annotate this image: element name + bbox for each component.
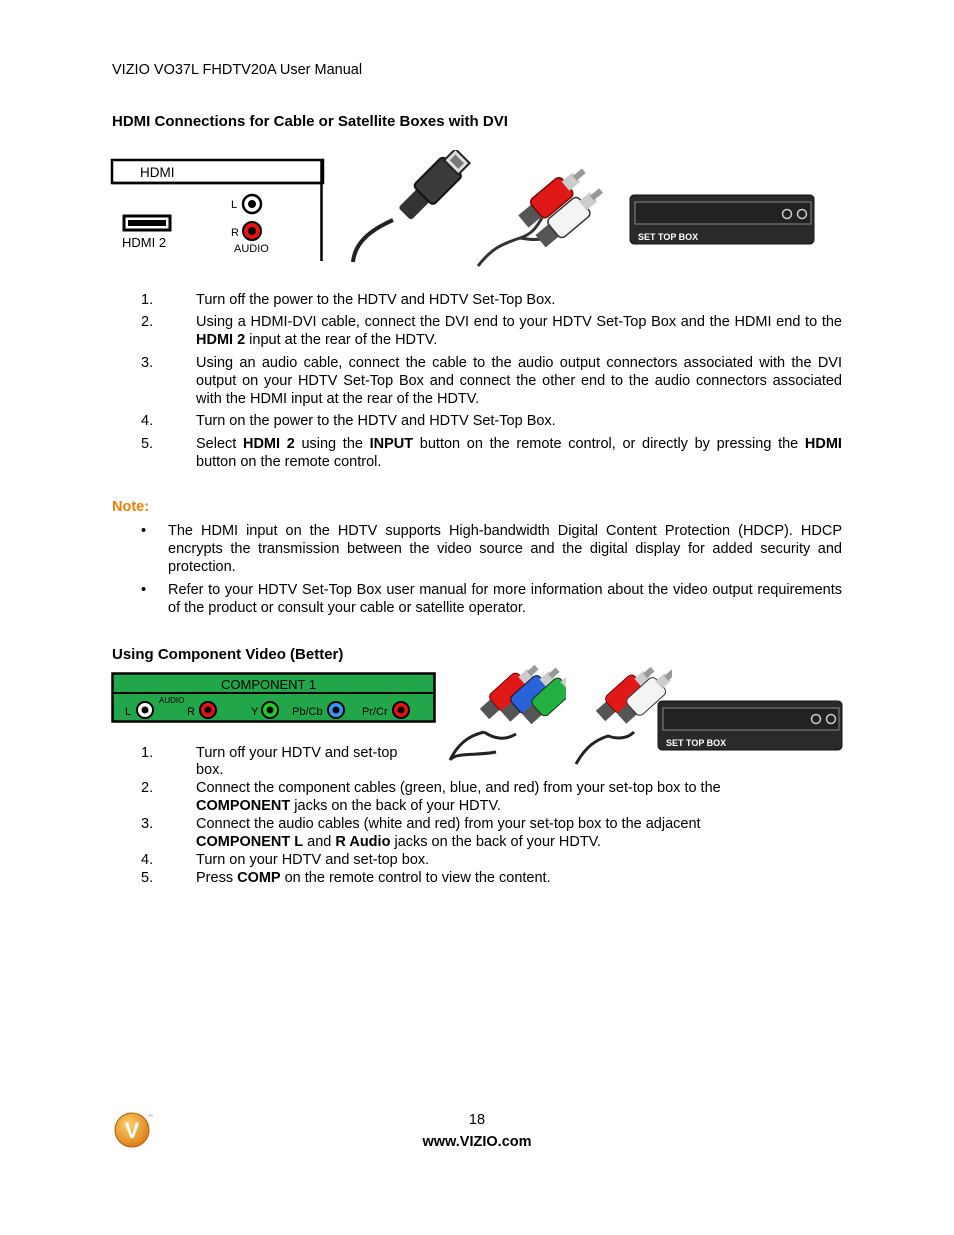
audio-panel-label: AUDIO — [234, 243, 269, 255]
list-item: 3. Connect the audio cables (white and red) from your set-top box to the adjacent COMPONENT L and R Audio jacks on the back of your HDTV. — [141, 816, 701, 850]
component-pb-label: Pb/Cb — [292, 706, 323, 718]
page-number: 18 — [468, 1112, 486, 1128]
list-item: 4. Turn on your HDTV and set-top box. — [141, 852, 430, 868]
note-label: Note: — [112, 499, 150, 515]
component-y-label: Y — [251, 706, 259, 718]
list-item: 5. Press COMP on the remote control to view the content. — [141, 870, 551, 886]
audio-r-jack-icon — [243, 222, 261, 240]
audio-l-jack-icon — [243, 195, 261, 213]
list-item: 2. Connect the component cables (green, blue, and red) from your set-top box to the COMPONENT jacks on the back of your HDTV. — [141, 780, 721, 814]
component-r-jack-icon — [200, 702, 216, 718]
component-l-jack-icon — [137, 702, 153, 718]
list-item: • The HDMI input on the HDTV supports High-bandwidth Digital Content Protection (HDCP). HDCP encrypts the transmission between the video source and the digital display for added security and protection. — [141, 523, 842, 575]
component-rear-panel-illustration — [111, 672, 437, 724]
hdmi-panel-title: HDMI — [140, 165, 175, 180]
audio-r-label: R — [231, 227, 239, 239]
hdmi-cable-icon — [345, 150, 475, 268]
list-item: • Refer to your HDTV Set-Top Box user manual for more information about the video output requirements of the product or consult your cable or satellite operator. — [141, 582, 842, 616]
logo-trademark: ™ — [148, 1114, 153, 1120]
section-heading-component: Using Component Video (Better) — [112, 646, 344, 663]
section-heading-hdmi: HDMI Connections for Cable or Satellite Boxes with DVI — [112, 113, 508, 130]
hdmi-rear-panel-illustration — [110, 158, 326, 262]
list-item: 4. Turn on the power to the HDTV and HDTV Set-Top Box. — [141, 413, 556, 429]
component-audio-label: AUDIO — [159, 696, 185, 705]
hdmi-port-label: HDMI 2 — [122, 235, 167, 250]
component-pb-jack-icon — [328, 702, 344, 718]
audio-l-label: L — [231, 199, 238, 211]
note-bullets — [112, 522, 842, 617]
logo-letter: V — [124, 1118, 140, 1143]
document-header: VIZIO VO37L FHDTV20A User Manual — [112, 62, 363, 78]
list-item: 1. Turn off the power to the HDTV and HDTV Set-Top Box. — [141, 292, 556, 308]
list-item: 1. Turn off your HDTV and set-top box. — [141, 745, 398, 778]
component-steps-list — [112, 745, 842, 887]
component-l-label: L — [125, 706, 132, 718]
set-top-box-illustration — [629, 194, 815, 246]
set-top-box-label-2: SET TOP BOX — [666, 738, 727, 748]
component-r-label: R — [187, 706, 195, 718]
list-item: 3. Using an audio cable, connect the cable to the audio output connectors associated with the DVI output on your HDTV Set-Top Box and connect the other end to the audio connectors associated with the HDMI input at the rear of the HDTV. — [141, 355, 842, 407]
hdmi-steps-list — [112, 291, 842, 471]
list-item: 5. Select HDMI 2 using the INPUT button on the remote control, or directly by pressing the HDMI button on the remote control. — [141, 436, 842, 470]
list-item: 2. Using a HDMI-DVI cable, connect the DVI end to your HDTV Set-Top Box and the HDMI end to the HDMI 2 input at the rear of the HDTV. — [141, 314, 842, 348]
audio-rca-cable-icon — [472, 158, 612, 270]
component-pr-label: Pr/Cr — [362, 706, 388, 718]
component-panel-title: COMPONENT 1 — [221, 677, 317, 692]
component-pr-jack-icon — [393, 702, 409, 718]
component-y-jack-icon — [262, 702, 278, 718]
hdmi-port-icon — [124, 216, 170, 230]
set-top-box-label: SET TOP BOX — [638, 232, 699, 242]
footer-url: www.VIZIO.com — [422, 1134, 532, 1150]
